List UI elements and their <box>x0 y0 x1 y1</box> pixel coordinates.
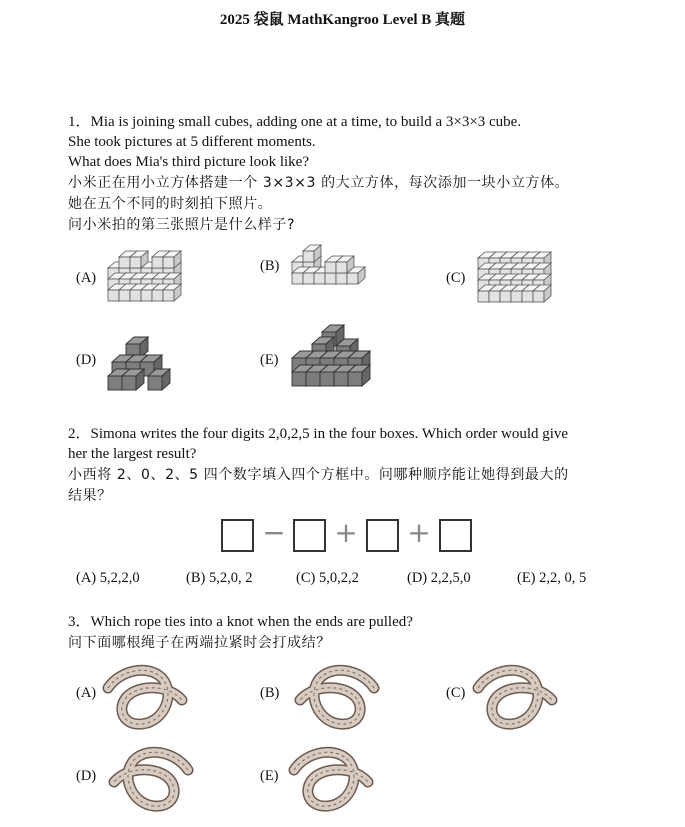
q1-text-cn-2: 她在五个不同的时刻拍下照片。 <box>68 196 273 212</box>
q2-text-cn-1: 小西将 2、0、2、5 四个数字填入四个方框中。问哪种顺序能让她得到最大的 <box>68 467 569 483</box>
q1-text-en-1: 1．Mia is joining small cubes, adding one at a time, to build a 3×3×3 cube. <box>68 114 522 130</box>
q2-text-cn-2: 结果？ <box>68 488 112 504</box>
q3-rope-b[interactable] <box>294 660 374 730</box>
q3-rope-a[interactable] <box>108 660 188 730</box>
q3-rope-e[interactable] <box>294 742 374 812</box>
q3-option-e-label[interactable]: (E) <box>260 768 279 784</box>
q3-option-b-label[interactable]: (B) <box>260 685 280 701</box>
q3-option-d-label[interactable]: (D) <box>76 768 97 784</box>
q1-option-a-label[interactable]: (A) <box>76 270 97 286</box>
q3-text-en-1: 3．Which rope ties into a knot when the ends are pulled? <box>68 614 413 630</box>
q3-option-c-label[interactable]: (C) <box>446 685 466 701</box>
q3-option-a-label[interactable]: (A) <box>76 685 97 701</box>
q1-figure-d[interactable] <box>104 328 184 398</box>
q1-text-cn-1: 小米正在用小立方体搭建一个 3×3×3 的大立方体，每次添加一块小立方体。 <box>68 175 570 191</box>
q1-option-e-label[interactable]: (E) <box>260 352 279 368</box>
q1-figure-a[interactable] <box>106 246 186 316</box>
plus-sign-1: + <box>334 516 358 549</box>
minus-sign: − <box>262 516 286 549</box>
q3-text-cn-1: 问下面哪根绳子在两端拉紧时会打成结？ <box>68 635 331 651</box>
digit-box-4[interactable] <box>439 519 472 552</box>
q3-rope-c[interactable] <box>478 660 558 730</box>
q2-option-c[interactable]: (C) 5,0,2,2 <box>296 570 359 586</box>
q2-option-d[interactable]: (D) 2,2,5,0 <box>407 570 471 586</box>
q1-option-b-label[interactable]: (B) <box>260 258 280 274</box>
q3-rope-d[interactable] <box>108 742 188 812</box>
q1-figure-b[interactable] <box>290 244 370 294</box>
q2-option-b[interactable]: (B) 5,2,0, 2 <box>186 570 253 586</box>
digit-box-1[interactable] <box>221 519 254 552</box>
q2-text-en-2: her the largest result? <box>68 446 197 462</box>
q1-option-d-label[interactable]: (D) <box>76 352 97 368</box>
digit-box-3[interactable] <box>366 519 399 552</box>
digit-box-2[interactable] <box>293 519 326 552</box>
q1-figure-c[interactable] <box>474 244 554 314</box>
q1-text-cn-3: 问小米拍的第三张照片是什么样子? <box>68 217 296 233</box>
q2-option-a[interactable]: (A) 5,2,2,0 <box>76 570 140 586</box>
q1-option-c-label[interactable]: (C) <box>446 270 466 286</box>
q1-text-en-3: What does Mia's third picture look like? <box>68 154 309 170</box>
page-title: 2025 袋鼠 MathKangroo Level B 真题 <box>219 12 466 28</box>
plus-sign-2: + <box>407 516 431 549</box>
q1-text-en-2: She took pictures at 5 different moments. <box>68 134 316 150</box>
q1-figure-e[interactable] <box>290 322 370 397</box>
q2-text-en-1: 2．Simona writes the four digits 2,0,2,5 in the four boxes. Which order would give <box>68 426 569 442</box>
q2-option-e[interactable]: (E) 2,2, 0, 5 <box>517 570 587 586</box>
